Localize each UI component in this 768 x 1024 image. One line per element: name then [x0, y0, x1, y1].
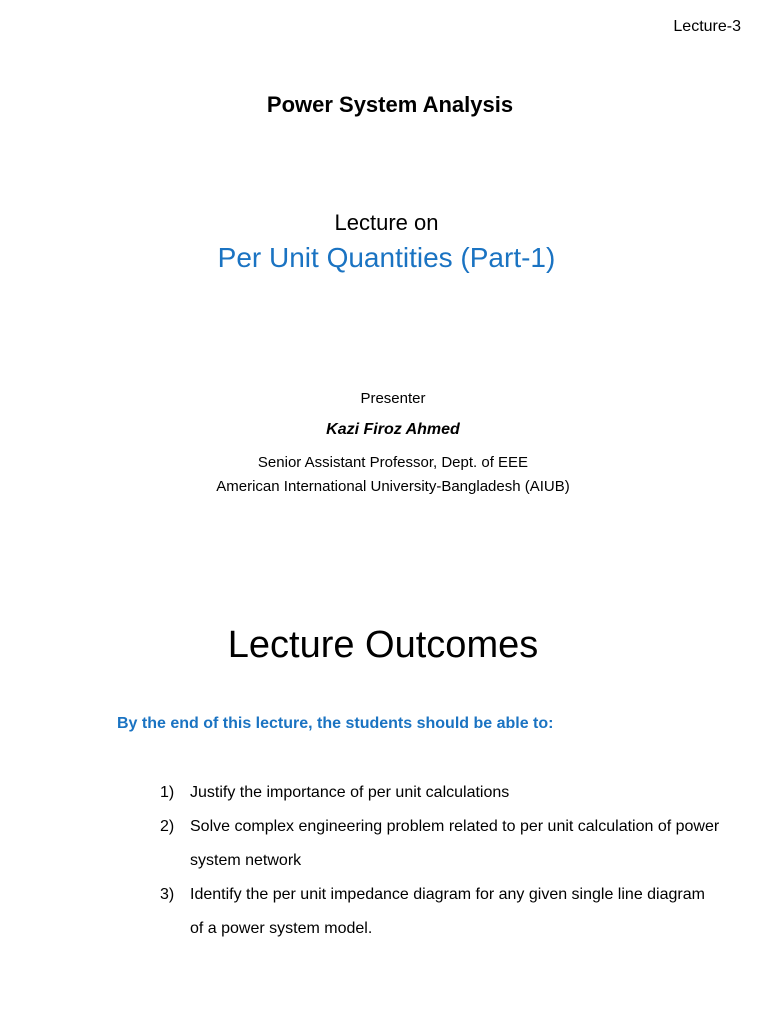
- presenter-organization: American International University-Bangladesh (AIUB): [216, 478, 570, 495]
- outcomes-intro: By the end of this lecture, the students should be able to:: [117, 715, 554, 732]
- outcome-number: 3): [160, 886, 175, 903]
- outcomes-heading: Lecture Outcomes: [227, 624, 539, 666]
- topic-title: Per Unit Quantities (Part-1): [217, 242, 556, 273]
- outcome-item: [160, 878, 720, 946]
- presenter-label: Presenter: [360, 390, 426, 407]
- outcome-list: [160, 776, 720, 946]
- outcome-item: [160, 810, 720, 878]
- lecture-on-label: Lecture on: [334, 210, 439, 235]
- outcome-number: 2): [160, 818, 175, 835]
- presenter-name: Kazi Firoz Ahmed: [326, 421, 460, 438]
- outcome-item: [160, 776, 720, 810]
- outcome-text: Identify the per unit impedance diagram for any given single line diagram of a power system model.: [190, 886, 705, 937]
- presenter-role: Senior Assistant Professor, Dept. of EEE: [257, 454, 529, 471]
- lecture-number-tag: Lecture-3: [673, 18, 741, 35]
- outcome-text: Solve complex engineering problem related to per unit calculation of power system network: [190, 818, 720, 869]
- course-title: Power System Analysis: [266, 92, 514, 117]
- outcome-number: 1): [160, 784, 175, 801]
- outcome-text: Justify the importance of per unit calculations: [190, 784, 510, 801]
